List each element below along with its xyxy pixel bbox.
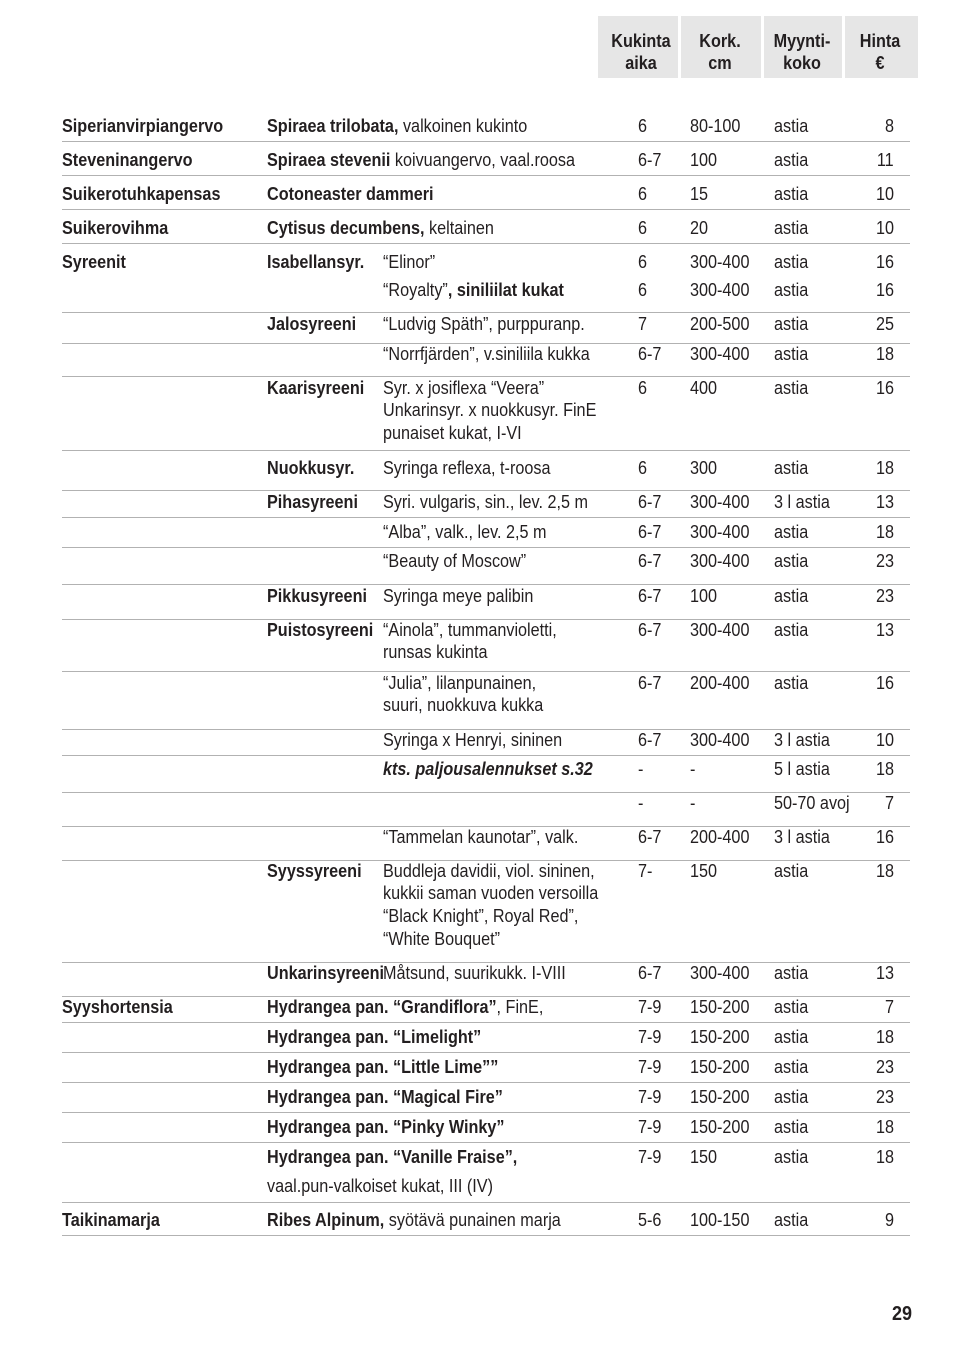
plant-height: 300-400 [690, 963, 750, 983]
sale-size: astia [774, 522, 809, 542]
table-row [62, 279, 910, 313]
table-row [62, 115, 910, 142]
plant-height: 150-200 [690, 1027, 750, 1047]
variety-description-line4: “White Bouquet” [383, 929, 501, 949]
bloom-time: 7-9 [638, 997, 662, 1017]
price: 18 [875, 458, 894, 478]
scientific-name [267, 149, 575, 172]
sale-size: 50-70 avoj [774, 793, 850, 813]
sale-size: astia [774, 1027, 809, 1047]
scientific-name-bold: Cytisus decumbens, [267, 218, 425, 238]
bloom-time: 6-7 [638, 150, 662, 170]
scientific-name-note: keltainen [424, 218, 494, 238]
cultivar-quoted: “Pinky Winky” [393, 1117, 505, 1137]
plant-height: 150-200 [690, 1087, 750, 1107]
price: 10 [875, 184, 894, 204]
header-kork: Kork. cm [699, 31, 741, 73]
plant-height: 150-200 [690, 997, 750, 1017]
table-row [62, 149, 910, 176]
sale-size: astia [774, 184, 809, 204]
sale-size: astia [774, 150, 809, 170]
price: 9 [884, 1210, 894, 1230]
table-row [62, 313, 910, 344]
sale-size: astia [774, 458, 809, 478]
sale-size: 5 l astia [774, 759, 830, 779]
variety-description-line3: “Black Knight”, Royal Red”, [383, 906, 579, 926]
sale-size: astia [774, 1057, 809, 1077]
bloom-time: 6 [638, 458, 648, 478]
genus-name: Hydrangea pan. [267, 997, 394, 1017]
price: 23 [875, 551, 894, 571]
bloom-time: 6 [638, 218, 648, 238]
table-row [62, 585, 910, 620]
plant-height: 150 [690, 861, 718, 881]
table-row [62, 826, 910, 861]
bloom-time: 6-7 [638, 344, 662, 364]
cultivar-extra: vaal.pun-valkoiset kukat, III (IV) [267, 1176, 493, 1196]
bloom-time: 6-7 [638, 586, 662, 606]
variety-description: Syr. x josiflexa “Veera” [383, 378, 545, 398]
scientific-name-bold: Ribes Alpinum, [267, 1210, 385, 1230]
cultivar-quoted: “Vanille Fraise”, [393, 1147, 518, 1167]
plant-height: 300-400 [690, 620, 750, 640]
table-row [62, 758, 910, 793]
bloom-time: 6-7 [638, 673, 662, 693]
bloom-time: 6-7 [638, 492, 662, 512]
bloom-time: 6 [638, 252, 648, 272]
sale-size: astia [774, 116, 809, 136]
cultivar-name [267, 1086, 503, 1109]
plant-height: 300-400 [690, 492, 750, 512]
plant-height: 100-150 [690, 1210, 750, 1230]
cultivar-quoted: “Limelight” [393, 1027, 482, 1047]
header-hinta: Hinta € [859, 31, 901, 73]
table-row [62, 1146, 910, 1203]
variety-description-line2: suuri, nuokkuva kukka [383, 695, 544, 715]
cultivar-name [267, 1056, 498, 1079]
subgroup-name: Isabellansyr. [267, 252, 365, 272]
price: 13 [875, 963, 894, 983]
genus-name: Hydrangea pan. [267, 1147, 394, 1167]
cultivar-note: , FinE, [496, 997, 544, 1017]
variety-description: Syringa reflexa, t-roosa [383, 458, 551, 478]
price: 16 [875, 252, 894, 272]
scientific-name [267, 217, 494, 240]
table-row [62, 672, 910, 730]
common-name: Steveninangervo [62, 150, 193, 170]
price: 10 [875, 218, 894, 238]
sale-size: astia [774, 1210, 809, 1230]
table-row [62, 1056, 910, 1083]
sale-size: astia [774, 1117, 809, 1137]
scientific-name-bold: Cotoneaster dammeri [267, 184, 434, 204]
plant-height: 15 [690, 184, 709, 204]
sale-size: astia [774, 378, 809, 398]
bloom-time: 6-7 [638, 551, 662, 571]
cultivar-quoted: “Grandiflora” [393, 997, 497, 1017]
table-row [62, 1209, 910, 1236]
plant-height: 400 [690, 378, 718, 398]
bloom-time: 6-7 [638, 522, 662, 542]
common-name: Syreenit [62, 252, 126, 272]
plant-height: - [690, 759, 696, 779]
common-name: Syyshortensia [62, 997, 173, 1017]
sale-size: astia [774, 551, 809, 571]
plant-height: 150-200 [690, 1117, 750, 1137]
price: 7 [884, 997, 894, 1017]
bloom-time: 6 [638, 280, 648, 300]
plant-height: 300-400 [690, 252, 750, 272]
price: 18 [875, 861, 894, 881]
table-row [62, 1086, 910, 1113]
bloom-time: 7-9 [638, 1057, 662, 1077]
variety-name: “Royalty” [383, 280, 448, 300]
variety-description-line2: runsas kukinta [383, 642, 488, 662]
bloom-time: 7 [638, 314, 648, 334]
variety-description: “Tammelan kaunotar”, valk. [383, 827, 579, 847]
price: 18 [875, 759, 894, 779]
scientific-name [267, 1209, 561, 1232]
price: 18 [875, 1117, 894, 1137]
variety-description: Syri. vulgaris, sin., lev. 2,5 m [383, 492, 588, 512]
price: 18 [875, 1027, 894, 1047]
bloom-time: 7-9 [638, 1087, 662, 1107]
variety-description: “Ainola”, tummanvioletti, [383, 620, 557, 640]
table-row [62, 343, 910, 377]
plant-height: 150 [690, 1147, 718, 1167]
subgroup-name: Puistosyreeni [267, 620, 374, 640]
bloom-time: - [638, 793, 644, 813]
bloom-time: 6-7 [638, 620, 662, 640]
variety-description: “Alba”, valk., lev. 2,5 m [383, 522, 547, 542]
bloom-time: 7-9 [638, 1027, 662, 1047]
discount-note: kts. paljousalennukset s.32 [383, 759, 593, 779]
variety-description: Buddleja davidii, viol. sininen, [383, 861, 595, 881]
scientific-name-note: koivuangervo, vaal.roosa [390, 150, 575, 170]
plant-height: 20 [690, 218, 709, 238]
plant-height: 100 [690, 586, 718, 606]
price: 16 [875, 280, 894, 300]
variety-description-line2: Unkarinsyr. x nuokkusyr. FinE [383, 400, 597, 420]
subgroup-name: Nuokkusyr. [267, 458, 355, 478]
price: 25 [875, 314, 894, 334]
price: 18 [875, 1147, 894, 1167]
cultivar-name [267, 1116, 505, 1139]
variety-description: “Norrfjärden”, v.siniliila kukka [383, 344, 590, 364]
sale-size: astia [774, 997, 809, 1017]
subgroup-name: Kaarisyreeni [267, 378, 365, 398]
plant-height: 150-200 [690, 1057, 750, 1077]
sale-size: astia [774, 1147, 809, 1167]
table-row [62, 491, 910, 518]
genus-name: Hydrangea pan. [267, 1027, 394, 1047]
price: 16 [875, 827, 894, 847]
variety-description-line3: punaiset kukat, I-VI [383, 423, 522, 443]
variety-description: “Ludvig Späth”, purppuranp. [383, 314, 585, 334]
subgroup-name: Pihasyreeni [267, 492, 358, 512]
bloom-time: 6-7 [638, 963, 662, 983]
price: 13 [875, 620, 894, 640]
page-number: 29 [892, 1303, 913, 1325]
common-name: Taikinamarja [62, 1210, 160, 1230]
table-row [62, 521, 910, 548]
common-name: Siperianvirpiangervo [62, 116, 224, 136]
column-header [598, 16, 918, 78]
price: 13 [875, 492, 894, 512]
price: 23 [875, 1057, 894, 1077]
plant-height: 200-500 [690, 314, 750, 334]
sale-size: astia [774, 280, 809, 300]
table-row [62, 457, 910, 491]
table-row [62, 619, 910, 672]
table-row [62, 996, 910, 1023]
bloom-time: 7-9 [638, 1147, 662, 1167]
plant-height: 300 [690, 458, 718, 478]
variety-note: , siniliilat kukat [447, 280, 564, 300]
genus-name: Hydrangea pan. [267, 1087, 394, 1107]
scientific-name [267, 115, 527, 138]
cultivar-quoted: “Little Lime”” [393, 1057, 499, 1077]
sale-size: astia [774, 861, 809, 881]
plant-height: 300-400 [690, 344, 750, 364]
genus-name: Hydrangea pan. [267, 1117, 394, 1137]
price: 16 [875, 378, 894, 398]
sale-size: 3 l astia [774, 827, 830, 847]
genus-name: Hydrangea pan. [267, 1057, 394, 1077]
bloom-time: 5-6 [638, 1210, 662, 1230]
plant-height: 200-400 [690, 673, 750, 693]
subgroup-name: Pikkusyreeni [267, 586, 367, 606]
table-row [62, 860, 910, 963]
price: 18 [875, 522, 894, 542]
sale-size: astia [774, 963, 809, 983]
plant-height: 80-100 [690, 116, 741, 136]
variety-description: “Julia”, lilanpunainen, [383, 673, 537, 693]
common-name: Suikerovihma [62, 218, 169, 238]
bloom-time: - [638, 759, 644, 779]
common-name: Suikerotuhkapensas [62, 184, 221, 204]
table-row [62, 1026, 910, 1053]
price: 16 [875, 673, 894, 693]
header-myyntikoko: Myynti- koko [773, 31, 831, 73]
sale-size: astia [774, 620, 809, 640]
price: 23 [875, 586, 894, 606]
plant-height: 300-400 [690, 522, 750, 542]
sale-size: astia [774, 586, 809, 606]
table-row [62, 183, 910, 210]
sale-size: astia [774, 344, 809, 364]
table-row [62, 792, 910, 827]
plant-height: 300-400 [690, 730, 750, 750]
bloom-time: 6 [638, 184, 648, 204]
sale-size: 3 l astia [774, 730, 830, 750]
table-row [62, 1116, 910, 1143]
sale-size: astia [774, 252, 809, 272]
subgroup-name: Jalosyreeni [267, 314, 357, 334]
price: 10 [875, 730, 894, 750]
variety-description [383, 279, 564, 302]
table-row [62, 962, 910, 997]
table-row [62, 251, 910, 277]
sale-size: 3 l astia [774, 492, 830, 512]
variety-description: Måtsund, suurikukk. I-VIII [383, 963, 566, 983]
scientific-name-bold: Spiraea stevenii [267, 150, 391, 170]
bloom-time: 7- [638, 861, 653, 881]
price: 7 [884, 793, 894, 813]
bloom-time: 6-7 [638, 827, 662, 847]
scientific-name-note: valkoinen kukinto [398, 116, 528, 136]
price: 8 [884, 116, 894, 136]
cultivar-name [267, 996, 543, 1019]
variety-description: Syringa meye palibin [383, 586, 534, 606]
price: 23 [875, 1087, 894, 1107]
table-row [62, 217, 910, 244]
plant-height: 300-400 [690, 551, 750, 571]
cultivar-name [267, 1026, 481, 1049]
table-row [62, 550, 910, 585]
plant-height: 200-400 [690, 827, 750, 847]
bloom-time: 7-9 [638, 1117, 662, 1137]
variety-description: “Elinor” [383, 252, 436, 272]
scientific-name [267, 183, 434, 206]
sale-size: astia [774, 314, 809, 334]
price: 11 [877, 150, 894, 170]
sale-size: astia [774, 218, 809, 238]
bloom-time: 6 [638, 378, 648, 398]
cultivar-name [267, 1146, 517, 1169]
subgroup-name: Syyssyreeni [267, 861, 362, 881]
variety-description: “Beauty of Moscow” [383, 551, 527, 571]
bloom-time: 6 [638, 116, 648, 136]
plant-height: - [690, 793, 696, 813]
bloom-time: 6-7 [638, 730, 662, 750]
plant-height: 300-400 [690, 280, 750, 300]
sale-size: astia [774, 673, 809, 693]
header-kukinta: Kukinta aika [611, 31, 671, 73]
variety-description-line2: kukkii saman vuoden versoilla [383, 883, 599, 903]
scientific-name-note: syötävä punainen marja [384, 1210, 561, 1230]
cultivar-quoted: “Magical Fire” [393, 1087, 503, 1107]
variety-description: Syringa x Henryi, sininen [383, 730, 563, 750]
table-row [62, 729, 910, 756]
plant-height: 100 [690, 150, 718, 170]
price: 18 [875, 344, 894, 364]
scientific-name-bold: Spiraea trilobata, [267, 116, 399, 136]
subgroup-name: Unkarinsyreeni [267, 963, 385, 983]
sale-size: astia [774, 1087, 809, 1107]
table-row [62, 377, 910, 451]
